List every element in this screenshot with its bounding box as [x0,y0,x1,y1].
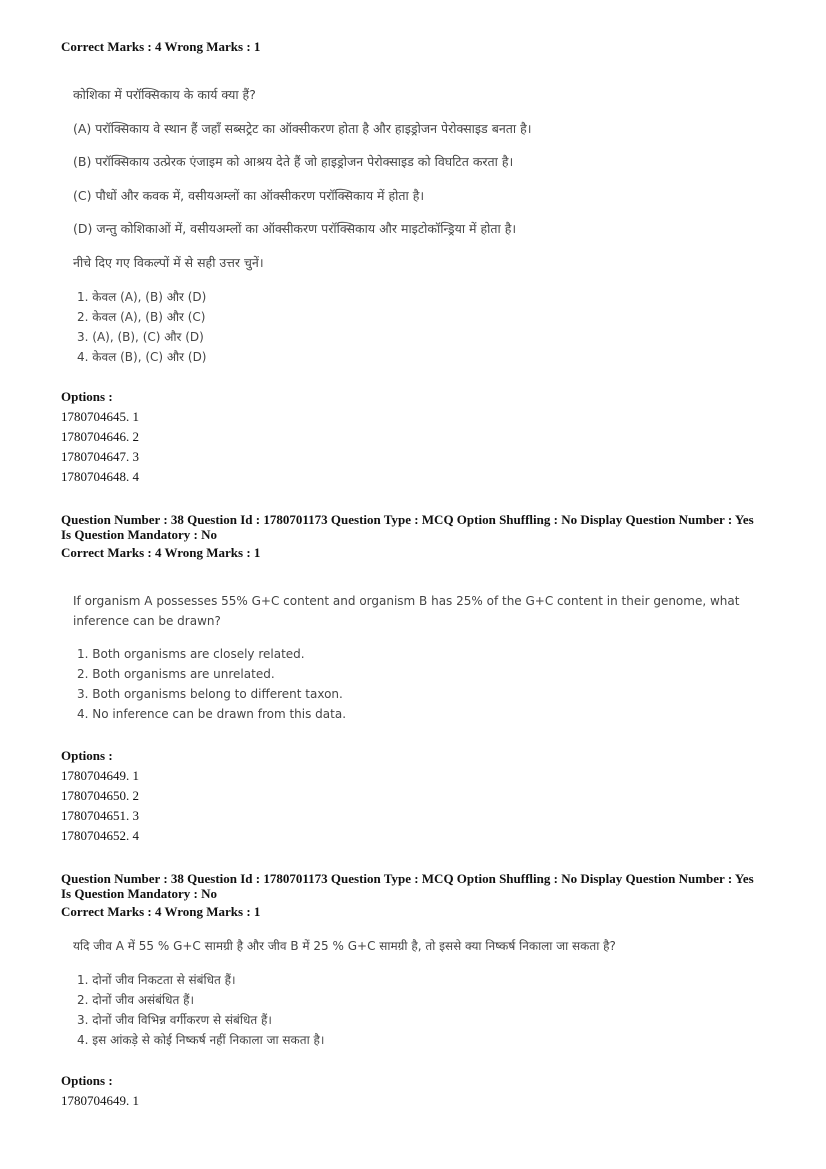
marks-line: Correct Marks : 4 Wrong Marks : 1 [61,904,261,919]
question-text: If organism A possesses 55% G+C content and organism B has 25% of the G+C content in their genome, what [73,594,740,608]
option-id: 1780704650. 2 [61,788,139,803]
statement-b: (B) परॉक्सिकाय उत्प्रेरक एंजाइम को आश्रय देते हैं जो हाइड्रोजन पेरोक्साइड को विघटित करता है। [73,154,514,169]
statement-c: (C) पौधों और कवक में, वसीयअम्लों का ऑक्सीकरण परॉक्सिकाय में होता है। [73,188,425,203]
mandatory-line: Is Question Mandatory : No [61,527,218,542]
marks-line: Correct Marks : 4 Wrong Marks : 1 [61,39,261,54]
options-heading: Options : [61,748,113,763]
options-heading: Options : [61,389,113,404]
choice-2: 2. Both organisms are unrelated. [77,667,275,681]
choice-1: 1. केवल (A), (B) और (D) [77,290,207,304]
options-heading: Options : [61,1073,113,1088]
option-id: 1780704651. 3 [61,808,139,823]
question-text: कोशिका में परॉक्सिकाय के कार्य क्या हैं? [73,87,256,102]
option-id: 1780704649. 1 [61,1093,139,1108]
option-id: 1780704652. 4 [61,828,139,843]
question-text-continued: inference can be drawn? [73,614,221,628]
choice-4: 4. इस आंकड़े से कोई निष्कर्ष नहीं निकाला जा सकता है। [77,1033,325,1047]
question-text: यदि जीव A में 55 % G+C सामग्री है और जीव B में 25 % G+C सामग्री है, तो इससे क्या निष्कर्ष निकाला जा सकता है? [73,939,616,953]
choice-1: 1. Both organisms are closely related. [77,647,305,661]
choice-2: 2. केवल (A), (B) और (C) [77,310,206,324]
statement-a: (A) परॉक्सिकाय वे स्थान हैं जहाँ सब्सट्रेट का ऑक्सीकरण होता है और हाइड्रोजन पेरोक्साइड बनता है। [73,121,532,136]
option-id: 1780704648. 4 [61,469,139,484]
choice-1: 1. दोनों जीव निकटता से संबंधित हैं। [77,973,236,987]
option-id: 1780704645. 1 [61,409,139,424]
statement-d: (D) जन्तु कोशिकाओं में, वसीयअम्लों का ऑक्सीकरण परॉक्सिकाय और माइटोकॉन्ड्रिया में होता है। [73,221,517,236]
choice-3: 3. (A), (B), (C) और (D) [77,330,204,344]
mandatory-line: Is Question Mandatory : No [61,886,218,901]
marks-line: Correct Marks : 4 Wrong Marks : 1 [61,545,261,560]
choice-2: 2. दोनों जीव असंबंधित हैं। [77,993,195,1007]
choice-4: 4. केवल (B), (C) और (D) [77,350,207,364]
instruction-text: नीचे दिए गए विकल्पों में से सही उत्तर चुनें। [73,255,264,270]
choice-4: 4. No inference can be drawn from this data. [77,707,347,721]
question-header: Question Number : 38 Question Id : 1780701173 Question Type : MCQ Option Shuffling : No Display Question Number : Yes [61,512,754,527]
option-id: 1780704647. 3 [61,449,139,464]
option-id: 1780704646. 2 [61,429,139,444]
option-id: 1780704649. 1 [61,768,139,783]
choice-3: 3. Both organisms belong to different taxon. [77,687,343,701]
choice-3: 3. दोनों जीव विभिन्न वर्गीकरण से संबंधित हैं। [77,1013,272,1027]
question-header: Question Number : 38 Question Id : 1780701173 Question Type : MCQ Option Shuffling : No Display Question Number : Yes [61,871,754,886]
